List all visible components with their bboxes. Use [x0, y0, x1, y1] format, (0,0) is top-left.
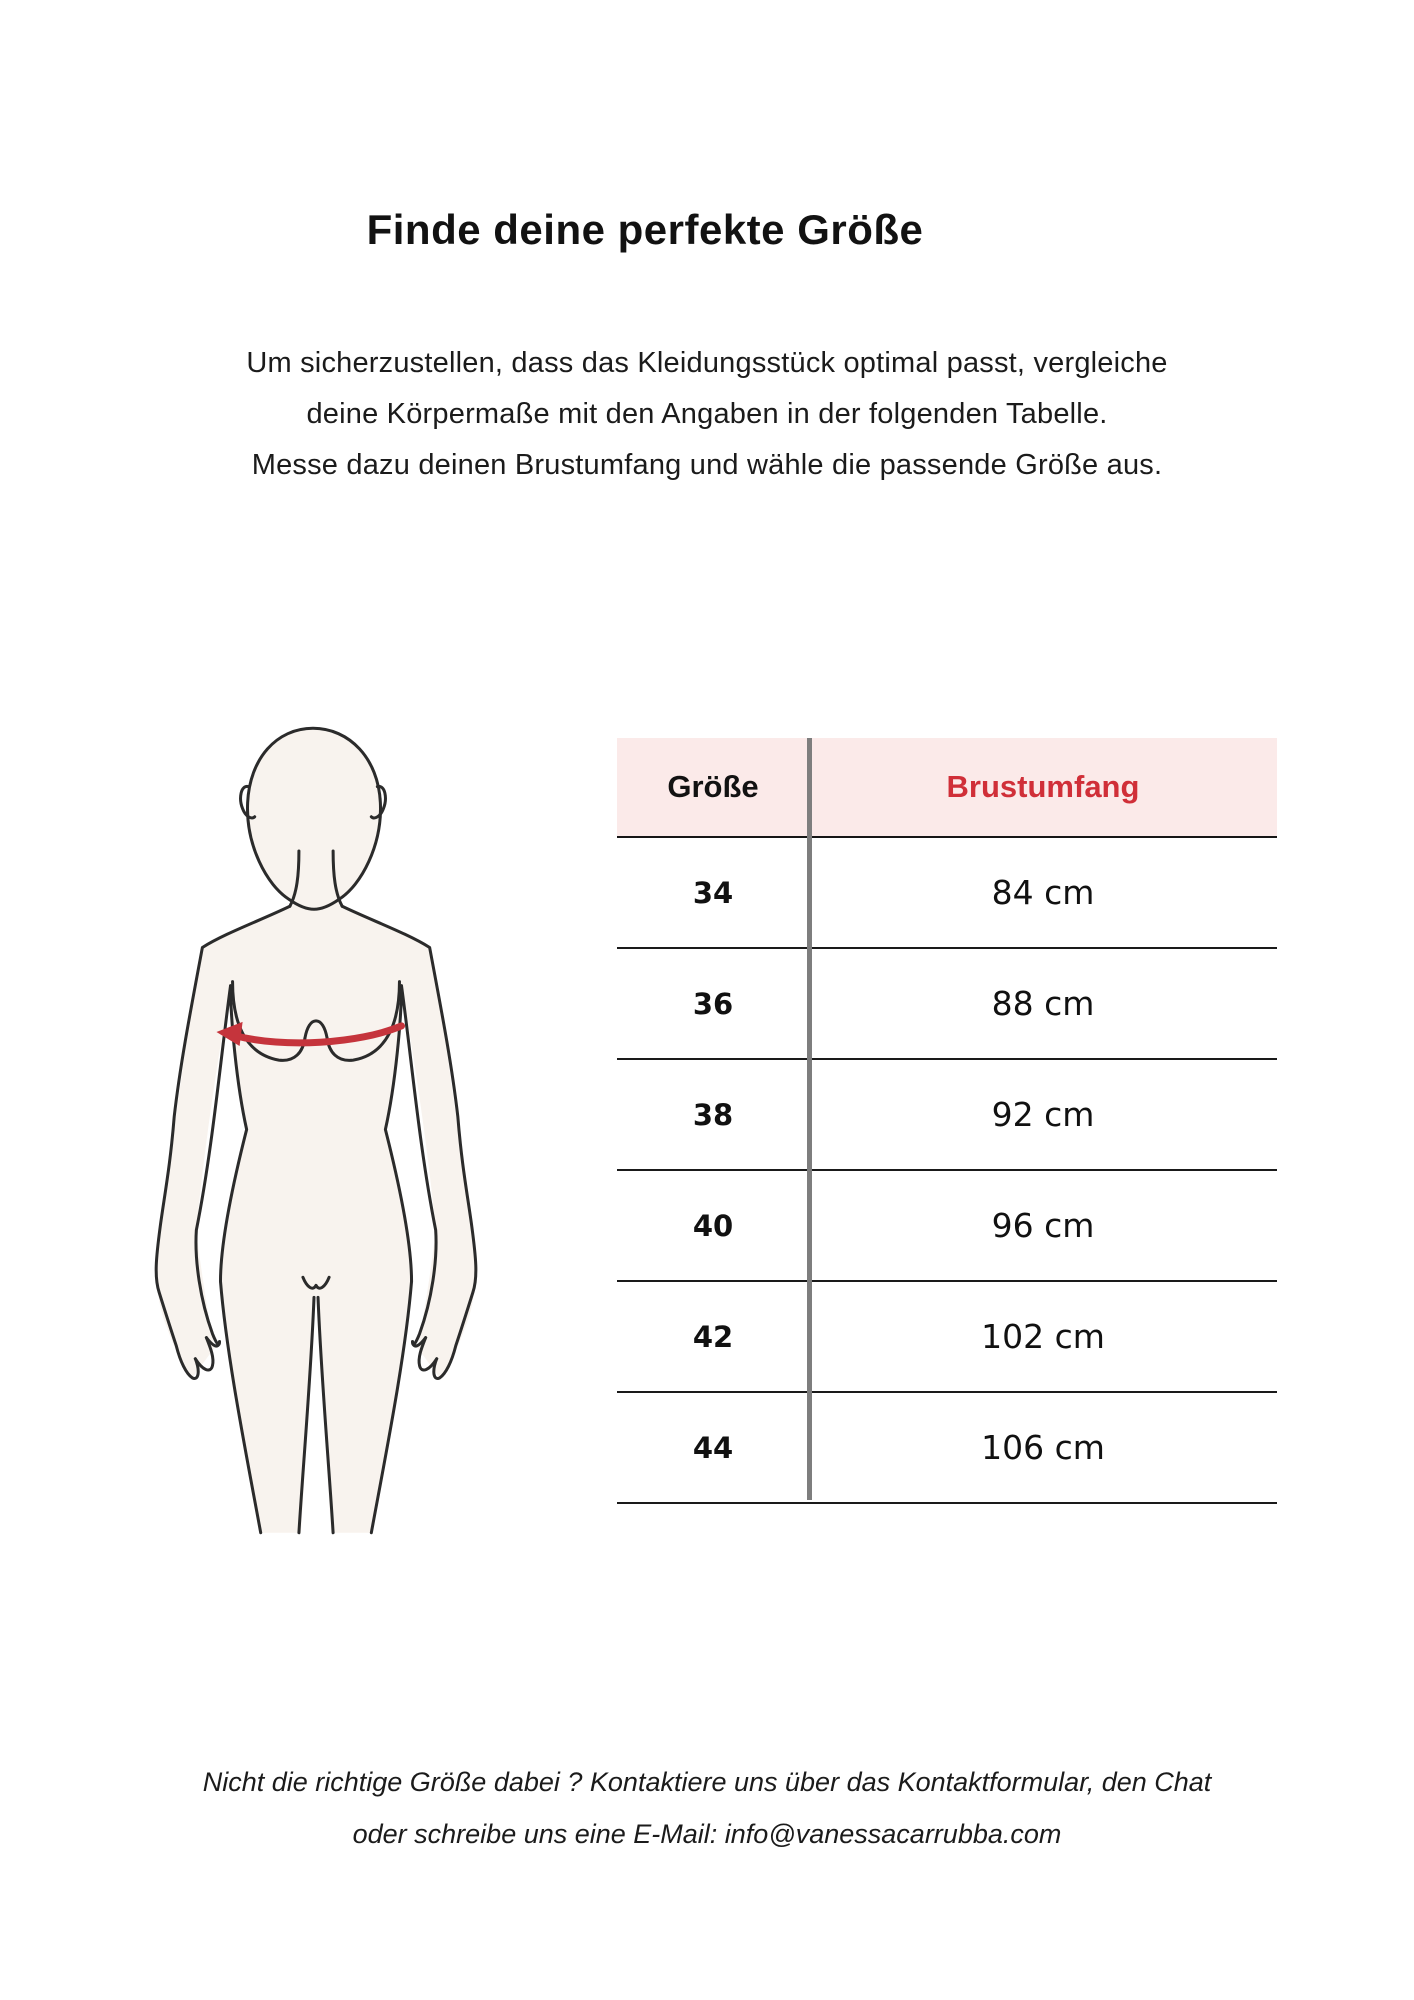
chest-value: 102 cm: [981, 1317, 1105, 1356]
chest-value: 96 cm: [991, 1206, 1095, 1245]
female-body-outline: [132, 722, 494, 1537]
size-value: 42: [692, 1319, 734, 1354]
intro-line: deine Körpermaße mit den Angaben in der folgenden Tabelle.: [306, 398, 1108, 430]
chest-value: 106 cm: [981, 1428, 1105, 1467]
footer-line: oder schreibe uns eine E-Mail: info@vanessacarrubba.com: [352, 1819, 1062, 1849]
table-row: [617, 1393, 1277, 1504]
footer-line: Nicht die richtige Größe dabei ? Kontaktiere uns über das Kontaktformular, den Chat: [202, 1767, 1212, 1797]
size-value: 44: [692, 1430, 734, 1465]
header-size: Größe: [667, 769, 759, 804]
page-title: Finde deine perfekte Größe: [366, 206, 924, 254]
header-chest: Brustumfang: [946, 769, 1140, 804]
female-figure-illustration: [132, 722, 494, 1537]
size-value: 36: [692, 986, 734, 1021]
size-table: [617, 738, 1277, 1504]
body-fill: [157, 728, 476, 1532]
table-row: [617, 1282, 1277, 1393]
table-row: [617, 1060, 1277, 1171]
table-row: [617, 949, 1277, 1060]
intro-paragraph: [0, 338, 1414, 491]
intro-line: Messe dazu deinen Brustumfang und wähle die passende Größe aus.: [251, 449, 1163, 481]
table-column-divider: [807, 738, 812, 1500]
intro-line: Um sicherzustellen, dass das Kleidungsstück optimal passt, vergleiche: [246, 347, 1168, 379]
footer-note: [0, 1756, 1414, 1860]
table-row: [617, 1171, 1277, 1282]
size-value: 40: [692, 1208, 734, 1243]
size-table-header: [617, 738, 1277, 838]
size-value: 34: [692, 875, 734, 910]
table-row: [617, 838, 1277, 949]
chest-value: 92 cm: [991, 1095, 1095, 1134]
chest-value: 88 cm: [991, 984, 1095, 1023]
size-value: 38: [692, 1097, 734, 1132]
chest-value: 84 cm: [991, 873, 1095, 912]
